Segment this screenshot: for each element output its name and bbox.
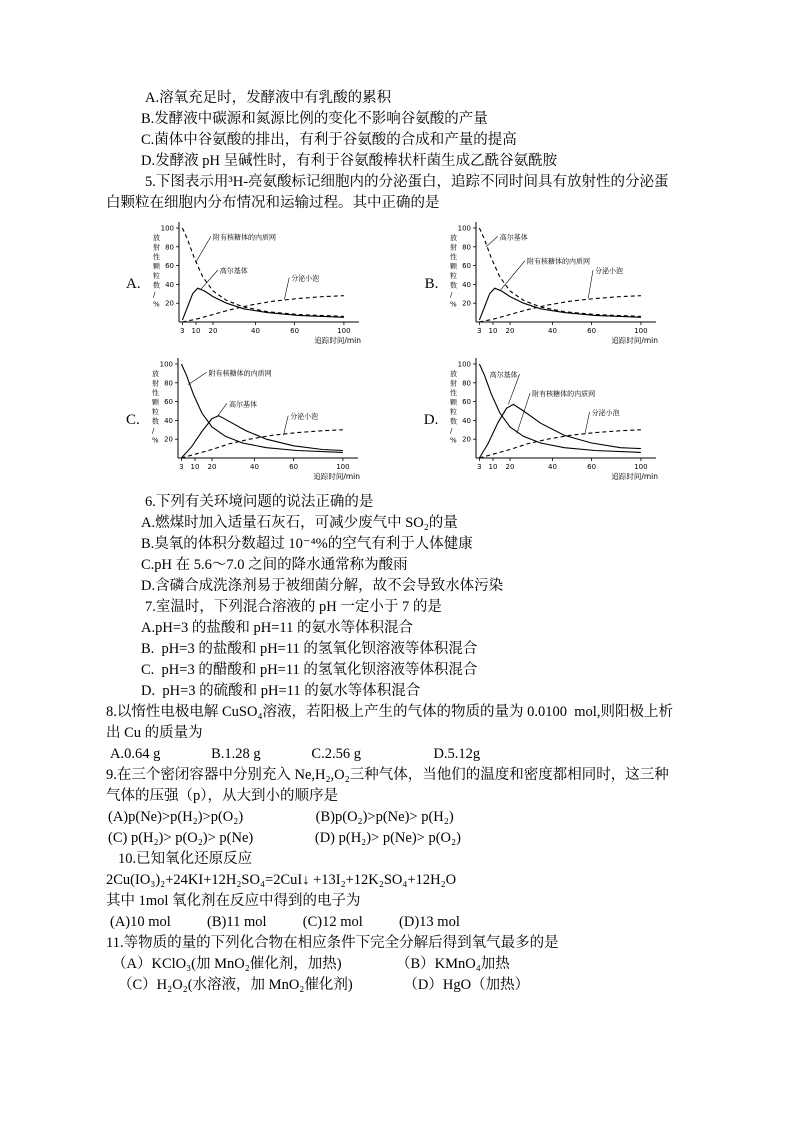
svg-text:放射性颗粒数/%: 放射性颗粒数/ % xyxy=(450,234,458,309)
svg-text:100: 100 xyxy=(457,360,472,369)
svg-text:40: 40 xyxy=(164,280,174,289)
chart-panel-D xyxy=(424,356,693,484)
text-line: A.溶氧充足时，发酵液中有乳酸的累积 xyxy=(145,90,392,106)
svg-text:100: 100 xyxy=(160,224,174,233)
charts-row xyxy=(126,220,794,348)
svg-text:60: 60 xyxy=(163,398,173,407)
text-line: (A)10 mol (B)11 mol (C)12 mol (D)13 mol xyxy=(110,914,460,930)
svg-text:40: 40 xyxy=(462,416,472,425)
line-chart-panel xyxy=(143,220,395,348)
text-line: 2Cu(IO₃)₂+24KI+12H₂SO₄=2CuI↓ +13I₂+12K₂SO₄+12H₂O xyxy=(106,872,457,888)
line-chart-panel xyxy=(440,356,692,484)
svg-text:80: 80 xyxy=(164,243,174,252)
svg-text:10: 10 xyxy=(488,463,498,471)
text-line: (C) p(H₂)> p(O₂)> p(Ne) (D) p(H₂)> p(Ne)> p(O₂) xyxy=(108,830,461,846)
text-line: 10.已知氧化还原反应 xyxy=(118,851,253,867)
text-line: 7.室温时，下列混合溶液的 pH 一定小于 7 的是 xyxy=(145,599,442,615)
text-line: 6.下列有关环境问题的说法正确的是 xyxy=(145,494,374,510)
text-line: A.pH=3 的盐酸和 pH=11 的氨水等体积混合 xyxy=(141,620,413,636)
text-line: B. pH=3 的盐酸和 pH=11 的氢氧化钡溶液等体积混合 xyxy=(141,641,478,657)
svg-text:60: 60 xyxy=(587,327,597,335)
svg-text:分泌小泡: 分泌小泡 xyxy=(595,267,624,276)
svg-text:40: 40 xyxy=(548,463,558,471)
panel-letter: B. xyxy=(424,275,439,292)
text-line: 白颗粒在细胞内分布情况和运输过程。其中正确的是 xyxy=(106,195,440,211)
svg-text:100: 100 xyxy=(335,463,350,471)
svg-text:附有核糖体的内质网: 附有核糖体的内质网 xyxy=(532,389,596,398)
text-line: D.含磷合成洗涤剂易于被细菌分解，故不会导致水体污染 xyxy=(141,578,504,594)
text-line: A.燃煤时加入适量石灰石，可减少废气中 SO₂的量 xyxy=(141,515,458,531)
svg-text:80: 80 xyxy=(462,379,472,388)
svg-text:60: 60 xyxy=(289,327,299,335)
svg-text:40: 40 xyxy=(462,280,472,289)
svg-text:附有核糖体的内质网: 附有核糖体的内质网 xyxy=(527,257,591,266)
svg-text:高尔基体: 高尔基体 xyxy=(219,267,248,276)
svg-text:10: 10 xyxy=(488,327,498,335)
svg-text:40: 40 xyxy=(163,416,173,425)
svg-text:附有核糖体的内质网: 附有核糖体的内质网 xyxy=(212,233,276,242)
series-line xyxy=(480,296,642,322)
chart-panel-B xyxy=(425,220,693,348)
svg-text:100: 100 xyxy=(159,360,173,369)
text-line: A.0.64 g B.1.28 g C.2.56 g D.5.12g xyxy=(110,746,481,762)
svg-text:60: 60 xyxy=(462,398,472,407)
svg-text:追踪时间/min: 追踪时间/min xyxy=(313,472,360,481)
text-line: 9.在三个密闭容器中分别充入 Ne,H₂,O₂三种气体，当他们的温度和密度都相同时，这三种 xyxy=(106,767,669,783)
text-line: 5.下图表示用³H-亮氨酸标记细胞内的分泌蛋白，追踪不同时间具有放射性的分泌蛋 xyxy=(145,174,669,190)
svg-text:60: 60 xyxy=(587,463,597,471)
text-line: 11.等物质的量的下列化合物在相应条件下完全分解后得到氧气最多的是 xyxy=(106,935,559,951)
text-line: C.pH 在 5.6～7.0 之间的降水通常称为酸雨 xyxy=(141,557,408,573)
question-block-top xyxy=(0,88,794,214)
svg-text:60: 60 xyxy=(164,262,174,271)
question-block-bottom xyxy=(0,492,794,996)
svg-text:20: 20 xyxy=(163,435,173,444)
panel-letter: D. xyxy=(423,411,439,428)
svg-text:40: 40 xyxy=(250,327,260,335)
svg-text:放射性颗粒数/%: 放射性颗粒数/ % xyxy=(151,370,159,445)
text-line: (A)p(Ne)>p(H₂)>p(O₂) (B)p(O₂)>p(Ne)> p(H₂) xyxy=(108,809,454,825)
series-line xyxy=(480,430,642,458)
svg-text:100: 100 xyxy=(634,327,648,335)
svg-text:3: 3 xyxy=(178,463,184,471)
svg-text:20: 20 xyxy=(164,299,174,308)
panel-letter: A. xyxy=(126,275,141,292)
line-chart-panel xyxy=(142,356,394,484)
svg-text:10: 10 xyxy=(191,327,201,335)
svg-text:追踪时间/min: 追踪时间/min xyxy=(313,336,361,345)
text-line: （A）KClO₃(加 MnO₂催化剂，加热) （B）KMnO₄加热 xyxy=(112,956,510,972)
svg-text:20: 20 xyxy=(462,299,472,308)
text-line: 气体的压强（p），从大到小的顺序是 xyxy=(106,788,338,804)
svg-text:80: 80 xyxy=(462,243,472,252)
text-line: C. pH=3 的醋酸和 pH=11 的氢氧化钡溶液等体积混合 xyxy=(141,662,478,678)
svg-text:分泌小泡: 分泌小泡 xyxy=(290,274,319,283)
svg-text:40: 40 xyxy=(548,327,558,335)
charts-row xyxy=(126,356,794,484)
charts-grid xyxy=(0,220,794,484)
text-line: （C）H₂O₂(水溶液，加 MnO₂催化剂) （D）HgO（加热） xyxy=(118,977,530,993)
chart-panel-A xyxy=(126,220,395,348)
text-line: C.菌体中谷氨酸的排出，有利于谷氨酸的合成和产量的提高 xyxy=(141,132,517,148)
svg-text:100: 100 xyxy=(457,224,472,233)
svg-text:高尔基体: 高尔基体 xyxy=(500,233,529,242)
text-line: 出 Cu 的质量为 xyxy=(106,725,203,741)
svg-text:20: 20 xyxy=(462,435,472,444)
svg-text:放射性颗粒数/%: 放射性颗粒数/ % xyxy=(152,234,160,309)
svg-text:分泌小泡: 分泌小泡 xyxy=(591,408,620,417)
svg-text:高尔基体: 高尔基体 xyxy=(228,400,257,409)
text-line: 8.以惰性电极电解 CuSO₄溶液，若阳极上产生的气体的物质的量为 0.0100 mol,则阳极上析 xyxy=(106,704,673,720)
svg-text:3: 3 xyxy=(477,463,482,471)
text-line: B.臭氧的体积分数超过 10⁻⁴%的空气有利于人体健康 xyxy=(141,536,473,552)
svg-text:60: 60 xyxy=(288,463,298,471)
svg-text:3: 3 xyxy=(477,327,482,335)
svg-text:追踪时间/min: 追踪时间/min xyxy=(611,336,659,345)
svg-text:80: 80 xyxy=(163,379,173,388)
panel-letter: C. xyxy=(126,411,140,428)
text-line: B.发酵液中碳源和氮源比例的变化不影响谷氨酸的产量 xyxy=(141,111,488,127)
svg-text:20: 20 xyxy=(208,327,218,335)
text-line: D.发酵液 pH 呈碱性时，有利于谷氨酸棒状杆菌生成乙酰谷氨酰胺 xyxy=(141,153,558,169)
svg-text:20: 20 xyxy=(505,327,515,335)
svg-text:40: 40 xyxy=(249,463,259,471)
svg-text:分泌小泡: 分泌小泡 xyxy=(289,412,318,421)
svg-text:60: 60 xyxy=(462,262,472,271)
series-line xyxy=(182,296,344,322)
svg-text:追踪时间/min: 追踪时间/min xyxy=(611,472,659,481)
svg-text:附有核糖体的内质网: 附有核糖体的内质网 xyxy=(208,369,272,378)
svg-text:高尔基体: 高尔基体 xyxy=(489,371,518,380)
line-chart-panel xyxy=(440,220,692,348)
text-line: 其中 1mol 氧化剂在反应中得到的电子为 xyxy=(106,893,361,909)
svg-text:3: 3 xyxy=(179,327,185,335)
series-line xyxy=(480,288,642,320)
svg-text:100: 100 xyxy=(634,463,648,471)
svg-text:20: 20 xyxy=(207,463,217,471)
svg-text:20: 20 xyxy=(505,463,515,471)
svg-text:100: 100 xyxy=(336,327,351,335)
svg-text:放射性颗粒数/%: 放射性颗粒数/ % xyxy=(450,370,458,445)
chart-panel-C xyxy=(126,356,394,484)
series-line xyxy=(181,430,343,458)
svg-text:10: 10 xyxy=(190,463,200,471)
text-line: D. pH=3 的硫酸和 pH=11 的氨水等体积混合 xyxy=(141,683,421,699)
series-line xyxy=(182,288,344,320)
